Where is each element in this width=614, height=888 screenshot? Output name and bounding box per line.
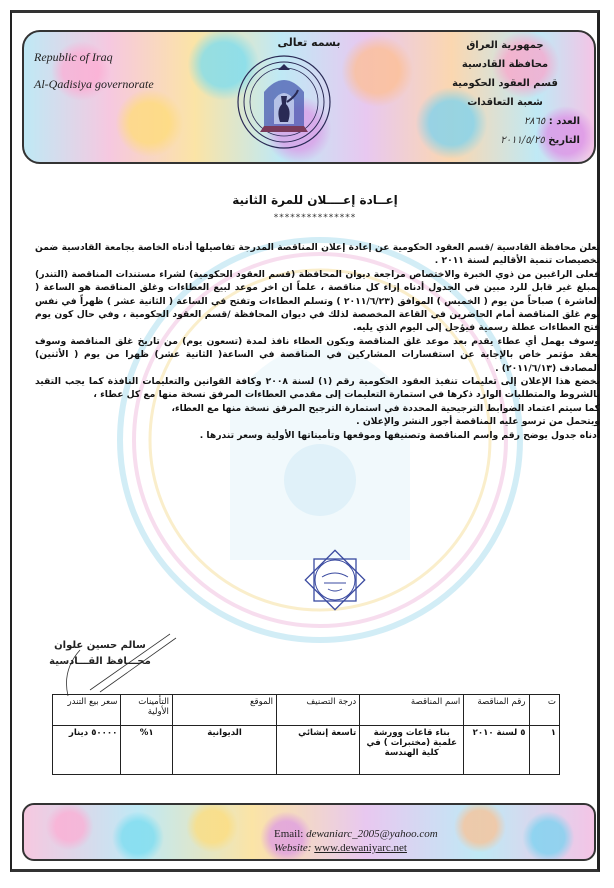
email-line: [274, 827, 438, 841]
cell-location: الديوانية: [172, 726, 276, 775]
paragraph: كما سيتم اعتماد الضوابط الترجيحية المحددة في استمارة الترجيح المرفق نسخة منها مع العطاء،: [171, 402, 600, 414]
website-label: Website:: [274, 842, 312, 854]
table-header-row: [53, 695, 560, 726]
official-stamp-icon: [300, 545, 370, 615]
col-header-classification: درجة التصنيف: [277, 695, 360, 726]
reference-date: [430, 131, 580, 150]
tender-table: [52, 694, 560, 775]
cell-tender-number: ٥ لسنة ٢٠١٠: [464, 726, 529, 775]
reference-number: [430, 112, 580, 131]
announcement-title: إعــادة إعــــلان للمرة الثانية: [232, 193, 398, 207]
announcement-body: [35, 241, 600, 442]
english-country: Republic of Iraq: [34, 50, 113, 64]
english-governorate: Al-Qadisiya governorate: [34, 77, 154, 91]
cell-index: ١: [529, 726, 560, 775]
col-header-initial-deposit: التأمينات الأولية: [121, 695, 173, 726]
signatory-title: محـــافظ القـــادسية: [49, 656, 151, 667]
email-link[interactable]: dewaniarc_2005@yahoo.com: [306, 828, 438, 840]
letterhead-header: [22, 30, 596, 164]
contact-info: [274, 827, 438, 855]
arabic-country: جمهورية العراق: [466, 40, 544, 51]
website-line: [274, 841, 438, 855]
paragraph: وسوف يهمل أي عطاء يقدم بعد موعد غلق المناقصة ويكون العطاء نافذ لمدة (تسعون يوم) من تاريخ غلق المناقصة وسوف يعقد مؤتمر خاص بالإجابة عن استفسارات المشاركين في المناقصة في الساعة( الثانية عشر) ظهرا من يوم ( الأثنين) المصادف (٢٠١١/٦/١٣) .: [35, 335, 600, 374]
cell-classification: تاسعة إنشائي: [277, 726, 360, 775]
date-value: ٢٠١١/٥/٢٥: [500, 135, 545, 146]
cell-initial-deposit: ١%: [121, 726, 173, 775]
table-row: [53, 726, 560, 775]
arabic-section: شعبة التعاقدات: [467, 97, 543, 108]
arabic-department: قسم العقود الحكومية: [452, 78, 558, 89]
arabic-letterhead: [430, 36, 580, 150]
col-header-tender-number: رقم المناقصة: [464, 695, 529, 726]
cell-tender-name: بناء قاعات وورشة علمية (مختبرات ) في كلية الهندسة: [360, 726, 464, 775]
col-header-index: ت: [529, 695, 560, 726]
paragraph: أدناه جدول يوضح رقم واسم المناقصة وتصنيفها وموقعها وتأميناتها الأولية وسعر تندرها .: [199, 429, 600, 441]
paragraph: ويتحمل من ترسو عليه المناقصة أجور النشر والإعلان .: [356, 416, 600, 428]
signatory-name: سالم حسين علوان: [54, 640, 146, 651]
cell-tender-price: ٥٠٠٠٠ دينار: [53, 726, 121, 775]
col-header-tender-name: اسم المناقصة: [360, 695, 464, 726]
paragraph: تعلن محافظة القادسية /قسم العقود الحكومية عن إعادة إعلان المناقصة المدرجة تفاصيلها أدناه الخاصة بجامعة القادسية ضمن تخصيصات تنمية الأقاليم لسنة ٢٠١١ .: [35, 242, 600, 267]
letterhead-footer: [22, 803, 596, 861]
col-header-tender-price: سعر بيع التندر: [53, 695, 121, 726]
date-label: التاريخ: [548, 135, 580, 146]
governorate-emblem-icon: [234, 52, 334, 152]
number-label: العدد :: [548, 116, 580, 127]
title-divider-stars: ***************: [273, 213, 357, 223]
number-value: ٢٨٦٥: [523, 116, 546, 127]
paragraph: فعلى الراغبين من ذوي الخبرة والاختصاص مراجعة ديوان المحافظة (قسم العقود الحكومية) لشراء مستندات المناقصة (التندر) بمبلغ غير قابل للرد مبين في الجدول أدناه إزاء كل مناقصة ، علماً ان اخر موعد لبيع العطاءات وغلق المناقصة هو الساعة ( العاشرة ) صباحاً من يوم ( الخميس ) الموافق (٢٠١١/٦/٢٣ ) وتسلم العطاءات وتفتح في الساعة ( الثانية عشر ) ظهراً في نفس يوم غلق المناقصة أمام الحاضرين في القاعة المخصصة لذلك في ديوان المحافظة /قسم العقود الحكومية ، وفي حال كون يوم فتح العطاءات عطلة رسمية فيؤجل إلى اليوم الذي يليه.: [35, 268, 600, 334]
basmala: بسمه تعالى: [277, 36, 341, 49]
website-link[interactable]: www.dewaniyarc.net: [314, 842, 407, 854]
paragraph: يخضع هذا الإعلان إلى تعليمات تنفيذ العقود الحكومية رقم (١) لسنة ٢٠٠٨ وكافة القوانين والتعليمات النافذة كما يجب التقيد بالشروط والمتطلبات الوارد ذكرها في استمارة التعليمات إلى مقدمي العطاءات المرفق نسخة منها مع كل عطاء ،: [35, 376, 600, 401]
col-header-location: الموقع: [172, 695, 276, 726]
signatory-block: [45, 638, 155, 670]
arabic-governorate: محافظة القادسية: [461, 59, 549, 70]
email-label: Email:: [274, 828, 304, 840]
